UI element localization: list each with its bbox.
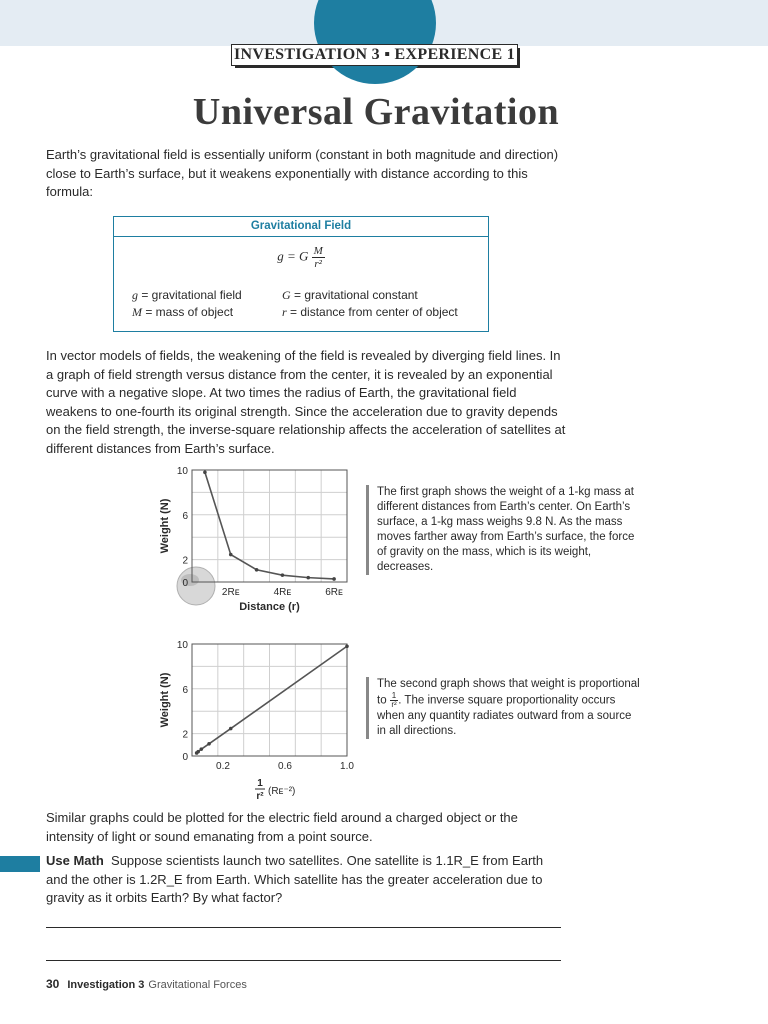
x-axis-label-unit: (Rᴇ⁻²) <box>268 786 296 797</box>
weight-vs-inverse-square-svg <box>150 636 370 806</box>
page-title: Universal Gravitation <box>192 91 560 133</box>
def-M: M = mass of object <box>132 305 234 319</box>
data-point <box>281 573 285 577</box>
data-point <box>196 750 200 754</box>
x-axis-label: Distance (r) <box>239 601 300 613</box>
formula-equation: g = G $\frac{M}{\text{r²}}$ <box>277 245 323 270</box>
closing-paragraph: Similar graphs could be plotted for the electric field around a charged object or the intensity of light or sound emanating from a point source. <box>46 810 518 844</box>
data-point <box>207 742 211 746</box>
formula-definitions <box>132 287 458 321</box>
data-point <box>229 553 233 557</box>
data-point <box>255 568 259 572</box>
y-tick-label: 2 <box>182 555 188 567</box>
data-point <box>345 644 349 648</box>
y-tick-label: 10 <box>176 640 188 651</box>
header-circle-decoration <box>314 0 436 84</box>
def-G: G = gravitational constant <box>282 288 418 302</box>
def-g: g = gravitational field <box>132 288 242 302</box>
formula-heading: Gravitational Field <box>114 217 488 237</box>
y-tick-label: 2 <box>182 729 188 741</box>
x-tick-label: 4Rᴇ <box>273 587 292 598</box>
y-tick-label: 6 <box>182 684 188 696</box>
x-tick-label: 6Rᴇ <box>325 587 343 598</box>
formula-box <box>113 216 489 332</box>
use-math-tab <box>0 856 40 872</box>
weight-vs-inverse-square-chart <box>150 636 370 806</box>
y-axis-label: Weight (N) <box>159 498 171 554</box>
weight-vs-distance-svg <box>150 462 370 622</box>
investigation-label: INVESTIGATION 3 ▪ EXPERIENCE 1 <box>231 44 518 66</box>
x-tick-label: 0.2 <box>216 761 230 772</box>
page-footer <box>46 977 247 991</box>
def-r: r = distance from center of object <box>282 305 458 319</box>
data-point <box>306 576 310 580</box>
x-tick-label: 0.6 <box>278 761 292 772</box>
graph1-note: The first graph shows the weight of a 1-kg mass at different distances from Earth’s center. On Earth’s surface, a 1-kg mass weighs 9.8 N. As the mass moves farther away from Earth’s surface, the force of gravity on the mass, which is its weight, decreases. <box>366 485 641 575</box>
page-number: 30 <box>46 977 60 991</box>
intro-paragraph: Earth’s gravitational field is essentially uniform (constant in both magnitude and direction) close to Earth’s surface, but it weakens exponentially with distance according to this formula: <box>46 147 559 199</box>
x-axis-label-numerator: 1 <box>257 778 263 789</box>
data-point <box>332 577 336 581</box>
y-tick-label: 0 <box>182 752 188 763</box>
footer-investigation: Investigation 3 <box>67 979 145 991</box>
data-point <box>200 747 204 751</box>
footer-subtitle: Gravitational Forces <box>148 979 247 991</box>
use-math-prompt: Use Math Suppose scientists launch two satellites. One satellite is 1.1R_E from Earth and the other is 1.2R_E from Earth. Which satellite has the greater acceleration due to gravity as it orbits Earth? By what factor? <box>46 853 544 905</box>
y-tick-label: 10 <box>176 466 188 477</box>
weight-vs-distance-chart <box>150 462 370 622</box>
answer-line-2[interactable] <box>46 960 561 961</box>
data-point <box>203 470 207 474</box>
series-line <box>197 646 347 753</box>
y-axis-label: Weight (N) <box>159 672 171 728</box>
graph2-note: The second graph shows that weight is proportional to $\frac{1}{\text{r²}}$ . The inverse square proportionality occurs when any quantity radiates outward from a source in all directions. <box>366 677 641 739</box>
y-tick-label: 6 <box>182 510 188 522</box>
x-axis-label-denominator: r² <box>256 791 264 802</box>
answer-line-1[interactable] <box>46 927 561 928</box>
data-point <box>229 727 233 731</box>
y-tick-label: 0 <box>182 578 188 589</box>
body-paragraph: In vector models of fields, the weakening of the field is revealed by diverging field lines. In a graph of field strength versus distance from the center, it is revealed by an exponential curve with a negative slope. At two times the radius of Earth, the gravitational field weakens to one-fourth its original strength. Since the acceleration due to gravity depends on the field strength, the inverse-square relationship affects the acceleration of satellites at different distances from Earth’s surface. <box>46 348 566 456</box>
x-tick-label: 1.0 <box>340 761 354 772</box>
x-tick-label: 2Rᴇ <box>221 587 240 598</box>
